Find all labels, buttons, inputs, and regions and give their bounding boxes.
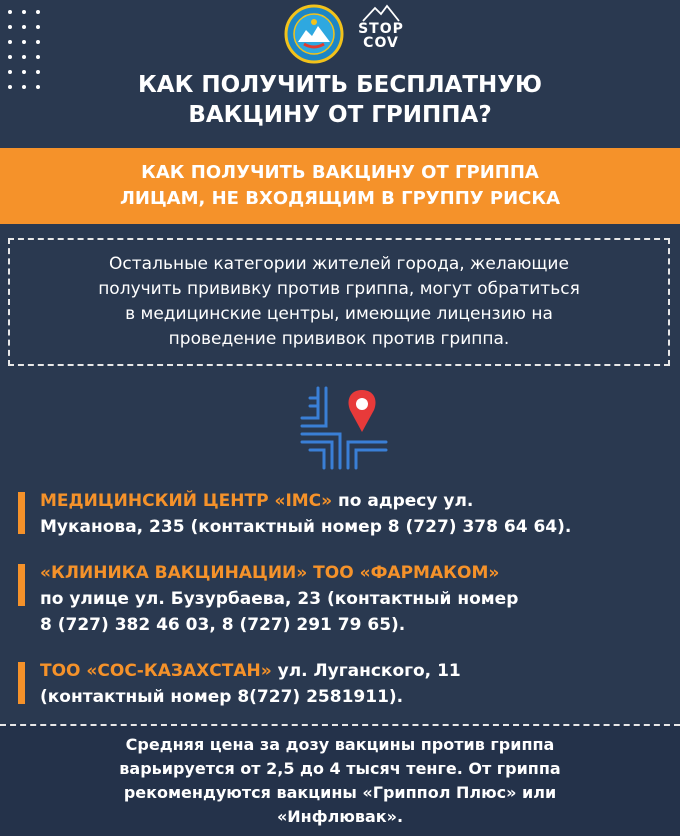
subtitle-line-2: ЛИЦАМ, НЕ ВХОДЯЩИМ В ГРУППУ РИСКА: [119, 188, 561, 209]
clinic-details: (контактный номер 8(727) 2581911).: [40, 687, 404, 707]
intro-line-4: проведение прививок против гриппа.: [168, 329, 510, 349]
clinic-name: «КЛИНИКА ВАКЦИНАЦИИ» ТОО «ФАРМАКОМ»: [40, 563, 500, 583]
item-line: [40, 488, 668, 514]
clinic-list: [18, 488, 668, 730]
accent-bar: [18, 564, 25, 606]
clinic-details: Муканова, 235 (контактный номер 8 (727) 378 64 64).: [40, 517, 572, 537]
list-item: [18, 488, 668, 540]
title-line-1: КАК ПОЛУЧИТЬ БЕСПЛАТНУЮ: [137, 72, 543, 98]
title-line-2: ВАКЦИНУ ОТ ГРИППА?: [188, 102, 492, 128]
accent-bar: [18, 492, 25, 534]
mountain-icon: [361, 4, 401, 22]
footer-line-1: Средняя цена за дозу вакцины против гриппа: [125, 735, 555, 754]
clinic-address: по улице ул. Бузурбаева, 23 (контактный номер: [40, 589, 519, 609]
intro-line-2: получить прививку против гриппа, могут обратиться: [98, 279, 580, 299]
item-line: [40, 658, 668, 684]
footer-line-4: «Инфлювак».: [276, 807, 404, 826]
intro-line-1: Остальные категории жителей города, желающие: [109, 254, 569, 274]
city-emblem-icon: [284, 4, 344, 64]
page-title: [0, 70, 680, 130]
map-pin-icon: [300, 384, 390, 470]
intro-box: [8, 238, 670, 366]
clinic-address: ул. Луганского, 11: [271, 661, 461, 681]
subtitle-banner: [0, 148, 680, 224]
list-item: [18, 658, 668, 710]
stop-label: STOP: [358, 21, 404, 37]
footer-line-2: варьируется от 2,5 до 4 тысяч тенге. От гриппа: [119, 759, 561, 778]
price-footer: [0, 724, 680, 836]
list-item: [18, 560, 668, 638]
header-logos: [284, 4, 410, 64]
clinic-name: ТОО «СОС-КАЗАХСТАН»: [40, 661, 272, 681]
footer-line-3: рекомендуются вакцины «Гриппол Плюс» или: [123, 783, 557, 802]
subtitle-line-1: КАК ПОЛУЧИТЬ ВАКЦИНУ ОТ ГРИППА: [141, 162, 539, 183]
intro-line-3: в медицинские центры, имеющие лицензию на: [125, 304, 553, 324]
clinic-details: 8 (727) 382 46 03, 8 (727) 291 79 65).: [40, 615, 406, 635]
cov-label: COV: [363, 35, 399, 51]
clinic-address: по адресу ул.: [332, 491, 474, 511]
accent-bar: [18, 662, 25, 704]
stop-cov-logo: [352, 4, 410, 64]
clinic-name: МЕДИЦИНСКИЙ ЦЕНТР «IMC»: [40, 491, 333, 511]
